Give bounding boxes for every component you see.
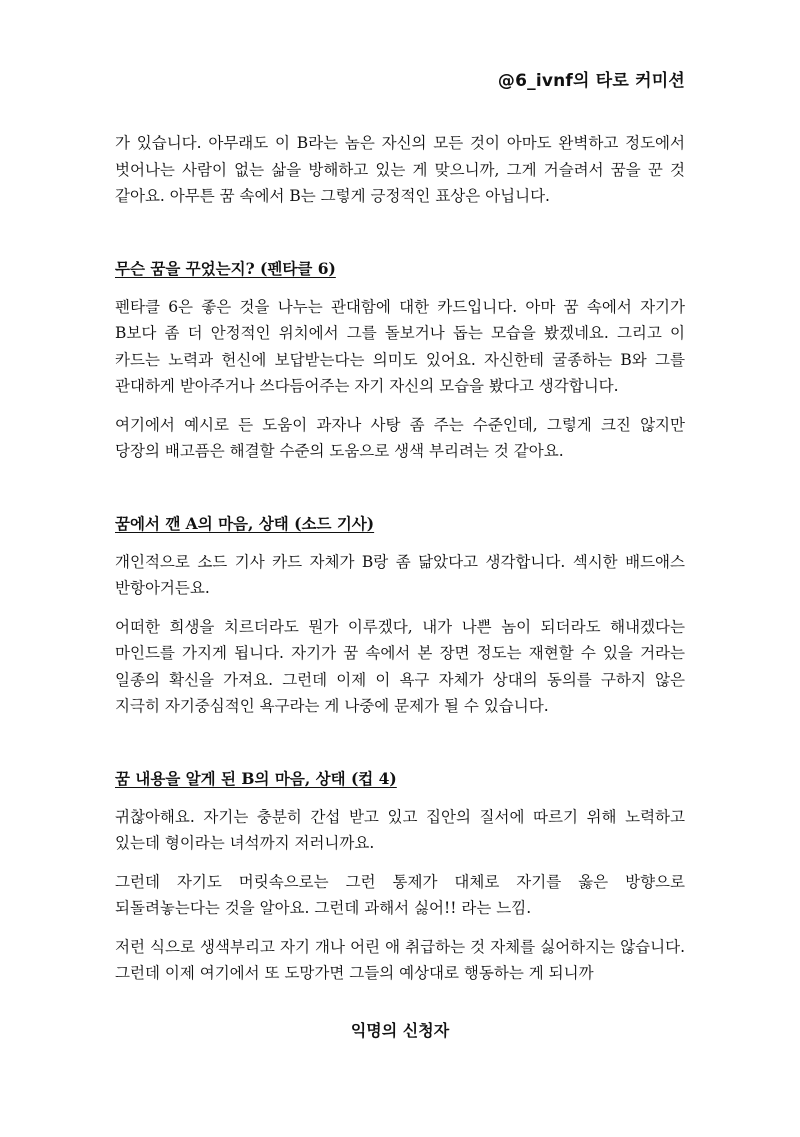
section-paragraph: 개인적으로 소드 기사 카드 자체가 B랑 좀 닮았다고 생각합니다. 섹시한 배드애스 반항아거든요. <box>115 552 685 597</box>
section-paragraph: 펜타클 6은 좋은 것을 나누는 관대함에 대한 카드입니다. 아마 꿈 속에서 자기가 B보다 좀 더 안정적인 위치에서 그를 돌보거나 돕는 모습을 봤겠네요. 그리고 이 카드는 노력과 헌신에 보답받는다는 의미도 있어요. 자신한테 굴종하는 B와 그를 관대하게 받아주거나 쓰다듬어주는 자기 자신의 모습을 봤다고 생각합니다. <box>115 297 685 395</box>
section-title: 꿈 내용을 알게 된 B의 마음, 상태 (컵 4) <box>115 768 397 788</box>
page-footer-requester: 익명의 신청자 <box>350 1021 450 1040</box>
document-body <box>115 130 685 999</box>
section-dream-content <box>115 256 685 465</box>
section-b-state <box>115 766 685 987</box>
section-paragraph: 귀찮아해요. 자기는 충분히 간섭 받고 있고 집안의 질서에 따르기 위해 노력하고 있는데 형이라는 녀석까지 저러니까요. <box>115 807 685 852</box>
section-title: 꿈에서 깬 A의 마음, 상태 (소드 기사) <box>115 513 375 533</box>
section-title: 무슨 꿈을 꾸었는지? (펜타클 6) <box>115 258 336 278</box>
section-paragraph: 저런 식으로 생색부리고 자기 개나 어린 애 취급하는 것 자체를 싫어하지는 않습니다. 그런데 이제 여기에서 또 도망가면 그들의 예상대로 행동하는 게 되니까 <box>115 937 685 982</box>
section-paragraph: 어떠한 희생을 치르더라도 뭔가 이루겠다, 내가 나쁜 놈이 되더라도 해내겠다는 마인드를 가지게 됩니다. 자기가 꿈 속에서 본 장면 정도는 재현할 수 있을 거라는 일종의 확신을 가져요. 그런데 이제 이 욕구 자체가 상대의 동의를 구하지 않은 지극히 자기중심적인 욕구라는 게 나중에 문제가 될 수 있습니다. <box>115 617 685 715</box>
section-paragraph: 그런데 자기도 머릿속으로는 그런 통제가 대체로 자기를 옳은 방향으로 되돌려놓는다는 것을 알아요. 그런데 과해서 싫어!! 라는 느낌. <box>115 872 685 917</box>
intro-paragraph: 가 있습니다. 아무래도 이 B라는 놈은 자신의 모든 것이 아마도 완벽하고 정도에서 벗어나는 사람이 없는 삶을 방해하고 있는 게 맞으니까, 그게 거슬려서 꿈을 꾼 것 같아요. 아무튼 꿈 속에서 B는 그렇게 긍정적인 표상은 아닙니다. <box>115 134 685 205</box>
section-paragraph: 여기에서 예시로 든 도움이 과자나 사탕 좀 주는 수준인데, 그렇게 크진 않지만 당장의 배고픔은 해결할 수준의 도움으로 생색 부리려는 것 같아요. <box>115 415 685 460</box>
page-header-title: @6_ivnf의 타로 커미션 <box>497 71 685 91</box>
section-a-state <box>115 511 685 720</box>
